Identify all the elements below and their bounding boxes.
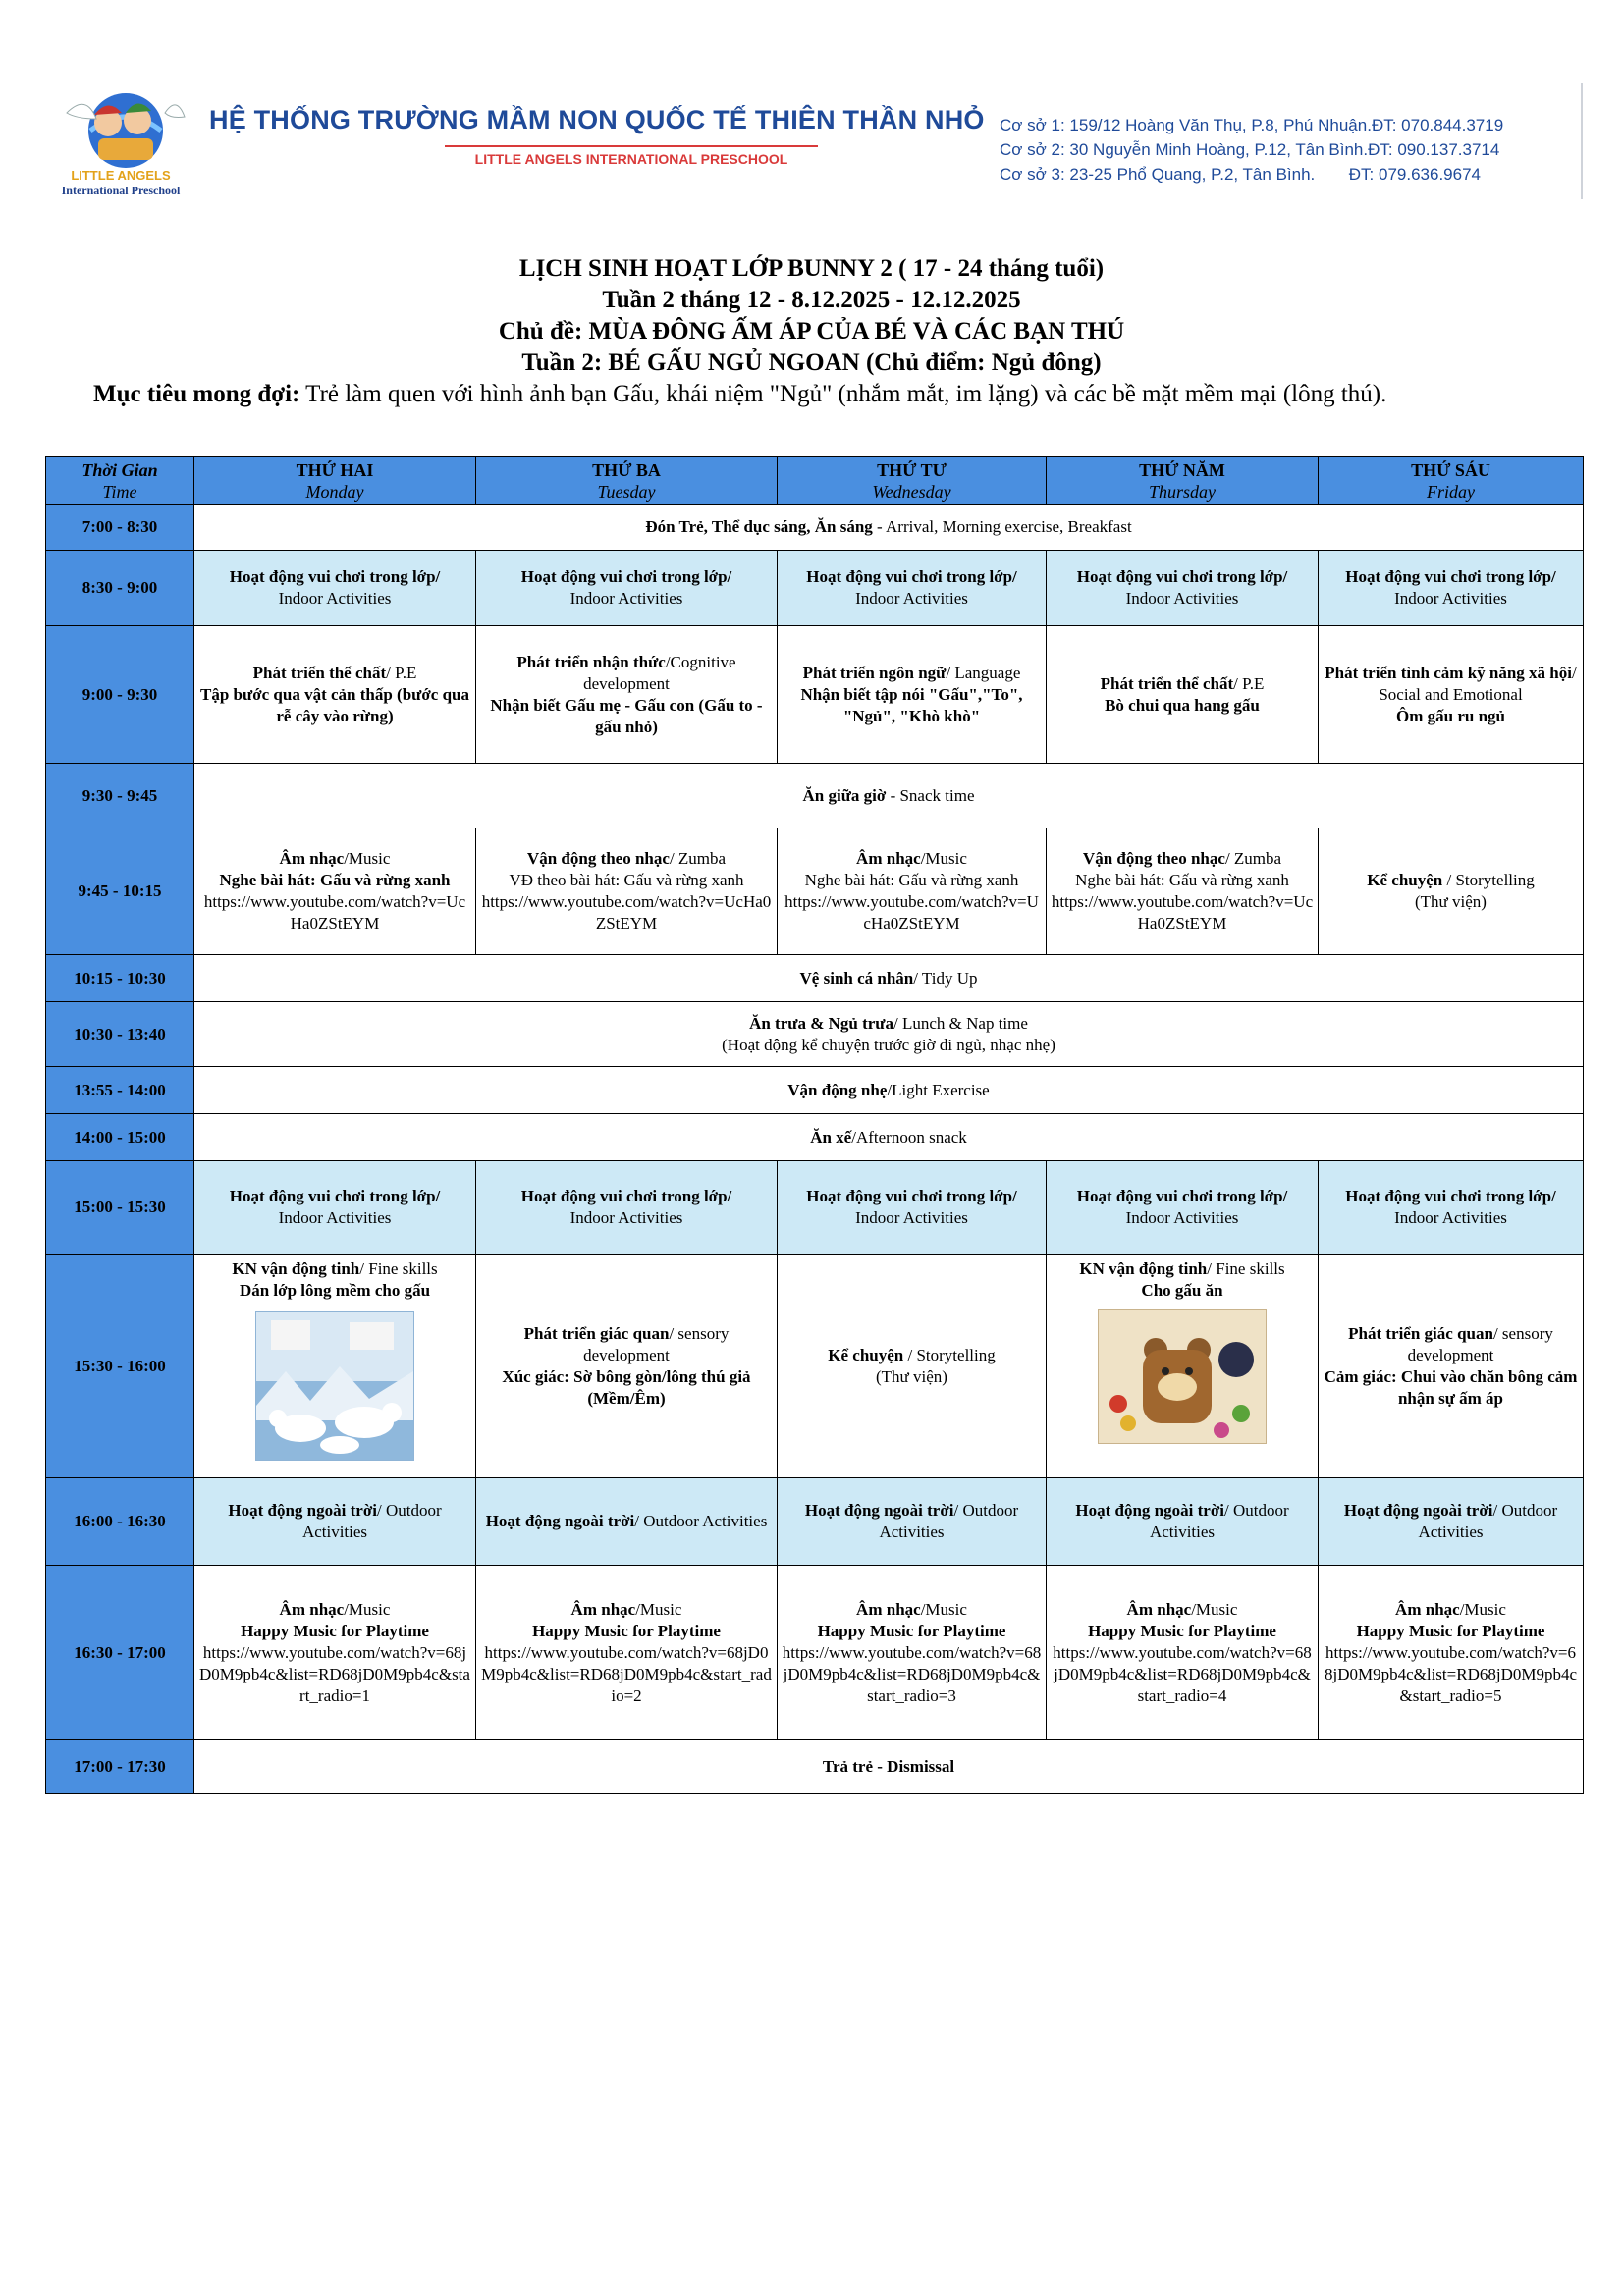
- day-header-wednesday: THỨ TƯ Wednesday: [778, 457, 1047, 505]
- table-header-row: [46, 457, 1584, 505]
- activity-cell: Hoạt động vui chơi trong lớp/ Indoor Activities: [1047, 551, 1319, 626]
- logo-text-line2: International Preschool: [61, 184, 181, 197]
- goal-text: Trẻ làm quen với hình ảnh bạn Gấu, khái niệm "Ngủ" (nhắm mắt, im lặng) và các bề mặt mềm mại (lông thú).: [299, 381, 1387, 407]
- header-divider: [1581, 83, 1583, 199]
- activity-cell: Đón Trẻ, Thể dục sáng, Ăn sáng - Arrival, Morning exercise, Breakfast: [194, 505, 1584, 551]
- time-slot: 15:30 - 16:00: [46, 1255, 194, 1478]
- week-topic: Tuần 2: BÉ GẤU NGỦ NGOAN (Chủ điểm: Ngủ đông): [521, 349, 1102, 376]
- campus-phone: ĐT: 090.137.3714: [1368, 140, 1500, 159]
- activity-cell: Vận động nhẹ/Light Exercise: [194, 1067, 1584, 1114]
- day-header-thursday: THỨ NĂM Thursday: [1047, 457, 1319, 505]
- time-column-header: Thời Gian Time: [46, 457, 194, 505]
- campus-address: Cơ sở 3: 23-25 Phổ Quang, P.2, Tân Bình.: [1000, 165, 1316, 184]
- theme-title: Chủ đề: MÙA ĐÔNG ẤM ÁP CỦA BÉ VÀ CÁC BẠN THÚ: [498, 318, 1125, 345]
- activity-cell: Hoạt động vui chơi trong lớp/ Indoor Activities: [194, 551, 476, 626]
- activity-cell: Hoạt động ngoài trời/ Outdoor Activities: [1047, 1478, 1319, 1566]
- day-header-tuesday: THỨ BA Tuesday: [476, 457, 778, 505]
- org-subtitle: LITTLE ANGELS INTERNATIONAL PRESCHOOL: [445, 145, 818, 167]
- day-header-friday: THỨ SÁU Friday: [1319, 457, 1584, 505]
- time-slot: 13:55 - 14:00: [46, 1067, 194, 1114]
- week-dates: Tuần 2 tháng 12 - 8.12.2025 - 12.12.2025: [602, 287, 1021, 313]
- campus-address: Cơ sở 2: 30 Nguyễn Minh Hoàng, P.12, Tân Bình.: [1000, 140, 1369, 159]
- table-row: [46, 626, 1584, 764]
- time-slot: 10:15 - 10:30: [46, 955, 194, 1002]
- activity-cell: Hoạt động vui chơi trong lớp/ Indoor Activities: [1319, 1161, 1584, 1255]
- youtube-link[interactable]: https://www.youtube.com/watch?v=68jD0M9pb4c&list=RD68jD0M9pb4c&start_radio=4: [1053, 1642, 1312, 1705]
- youtube-link[interactable]: https://www.youtube.com/watch?v=68jD0M9pb4c&list=RD68jD0M9pb4c&start_radio=1: [199, 1642, 470, 1705]
- feed-bear-toy-photo: [1098, 1309, 1267, 1444]
- youtube-link[interactable]: https://www.youtube.com/watch?v=UcHa0ZStEYM: [481, 892, 772, 933]
- youtube-link[interactable]: https://www.youtube.com/watch?v=UcHa0ZStEYM: [1051, 892, 1314, 933]
- time-slot: 16:00 - 16:30: [46, 1478, 194, 1566]
- table-row: [46, 1002, 1584, 1067]
- campus-row: [1000, 113, 1504, 137]
- activity-cell: Âm nhạc/Music Happy Music for Playtime https://www.youtube.com/watch?v=68jD0M9pb4c&list=RD68jD0M9pb4c&start_radio=1: [194, 1566, 476, 1740]
- activity-cell: Âm nhạc/Music Happy Music for Playtime https://www.youtube.com/watch?v=68jD0M9pb4c&list=RD68jD0M9pb4c&start_radio=2: [476, 1566, 778, 1740]
- activity-cell: Âm nhạc/Music Nghe bài hát: Gấu và rừng xanh https://www.youtube.com/watch?v=UcHa0ZStEYM: [778, 828, 1047, 955]
- activity-cell: Kể chuyện / Storytelling (Thư viện): [778, 1255, 1047, 1478]
- activity-cell: Hoạt động vui chơi trong lớp/ Indoor Activities: [778, 551, 1047, 626]
- campus-row: [1000, 137, 1500, 162]
- activity-cell: Kể chuyện / Storytelling (Thư viện): [1319, 828, 1584, 955]
- campus-row: [1000, 162, 1481, 187]
- activity-cell: Hoạt động vui chơi trong lớp/ Indoor Activities: [194, 1161, 476, 1255]
- activity-cell: Ăn giữa giờ - Snack time: [194, 764, 1584, 828]
- time-slot: 14:00 - 15:00: [46, 1114, 194, 1161]
- youtube-link[interactable]: https://www.youtube.com/watch?v=68jD0M9pb4c&list=RD68jD0M9pb4c&start_radio=5: [1324, 1642, 1578, 1705]
- activity-cell: Âm nhạc/Music Nghe bài hát: Gấu và rừng xanh https://www.youtube.com/watch?v=UcHa0ZStEYM: [194, 828, 476, 955]
- activity-cell: Ăn trưa & Ngủ trưa/ Lunch & Nap time (Hoạt động kể chuyện trước giờ đi ngủ, nhạc nhẹ): [194, 1002, 1584, 1067]
- schedule-table: [45, 456, 1584, 1794]
- activity-cell: Hoạt động vui chơi trong lớp/ Indoor Activities: [1047, 1161, 1319, 1255]
- org-block: [209, 105, 995, 167]
- activity-cell: Hoạt động ngoài trời/ Outdoor Activities: [194, 1478, 476, 1566]
- school-logo: [47, 83, 194, 199]
- logo-text-line1: LITTLE ANGELS: [71, 168, 171, 183]
- learning-goal: [93, 381, 1566, 408]
- table-row: [46, 1114, 1584, 1161]
- activity-cell: Âm nhạc/Music Happy Music for Playtime https://www.youtube.com/watch?v=68jD0M9pb4c&list=RD68jD0M9pb4c&start_radio=4: [1047, 1566, 1319, 1740]
- campus-phone: ĐT: 079.636.9674: [1348, 165, 1481, 184]
- activity-cell: Hoạt động vui chơi trong lớp/ Indoor Activities: [778, 1161, 1047, 1255]
- activity-cell: Trả trẻ - Dismissal: [194, 1740, 1584, 1794]
- activity-cell: KN vận động tinh/ Fine skills Cho gấu ăn: [1047, 1255, 1319, 1478]
- activity-cell: Phát triển ngôn ngữ/ Language Nhận biết tập nói "Gấu","To", "Ngủ", "Khò khò": [778, 626, 1047, 764]
- activity-cell: Hoạt động ngoài trời/ Outdoor Activities: [778, 1478, 1047, 1566]
- time-slot: 9:00 - 9:30: [46, 626, 194, 764]
- table-row: [46, 828, 1584, 955]
- activity-cell: Ăn xế/Afternoon snack: [194, 1114, 1584, 1161]
- table-row: [46, 1161, 1584, 1255]
- activity-cell: Hoạt động vui chơi trong lớp/ Indoor Activities: [476, 551, 778, 626]
- table-row: [46, 551, 1584, 626]
- campus-phone: ĐT: 070.844.3719: [1371, 116, 1504, 134]
- activity-cell: Phát triển giác quan/ sensory development Xúc giác: Sờ bông gòn/lông thú giả (Mềm/Êm): [476, 1255, 778, 1478]
- activity-cell: Vận động theo nhạc/ Zumba Nghe bài hát: Gấu và rừng xanh https://www.youtube.com/watch?v=UcHa0ZStEYM: [1047, 828, 1319, 955]
- day-header-monday: THỨ HAI Monday: [194, 457, 476, 505]
- activity-cell: Vận động theo nhạc/ Zumba VĐ theo bài hát: Gấu và rừng xanh https://www.youtube.com/watch?v=UcHa0ZStEYM: [476, 828, 778, 955]
- activity-cell: Âm nhạc/Music Happy Music for Playtime https://www.youtube.com/watch?v=68jD0M9pb4c&list=RD68jD0M9pb4c&start_radio=3: [778, 1566, 1047, 1740]
- youtube-link[interactable]: https://www.youtube.com/watch?v=68jD0M9pb4c&list=RD68jD0M9pb4c&start_radio=2: [481, 1642, 772, 1705]
- activity-cell: Phát triển thể chất/ P.E Tập bước qua vật cản thấp (bước qua rễ cây vào rừng): [194, 626, 476, 764]
- table-row: [46, 1067, 1584, 1114]
- campus-address: Cơ sở 1: 159/12 Hoàng Văn Thụ, P.8, Phú Nhuận.: [1000, 116, 1372, 134]
- time-slot: 15:00 - 15:30: [46, 1161, 194, 1255]
- activity-cell: Âm nhạc/Music Happy Music for Playtime https://www.youtube.com/watch?v=68jD0M9pb4c&list=RD68jD0M9pb4c&start_radio=5: [1319, 1566, 1584, 1740]
- table-row: [46, 505, 1584, 551]
- time-slot: 7:00 - 8:30: [46, 505, 194, 551]
- activity-cell: KN vận động tinh/ Fine skills Dán lớp lông mềm cho gấu: [194, 1255, 476, 1478]
- time-slot: 10:30 - 13:40: [46, 1002, 194, 1067]
- table-row: [46, 955, 1584, 1002]
- polar-bear-craft-photo: [255, 1311, 414, 1461]
- youtube-link[interactable]: https://www.youtube.com/watch?v=UcHa0ZStEYM: [784, 892, 1039, 933]
- title-block: [0, 253, 1623, 379]
- activity-cell: Phát triển tình cảm kỹ năng xã hội/ Social and Emotional Ôm gấu ru ngủ: [1319, 626, 1584, 764]
- letterhead: [47, 83, 1584, 199]
- campus-list: [1000, 113, 1504, 187]
- time-slot: 9:30 - 9:45: [46, 764, 194, 828]
- table-row: [46, 1566, 1584, 1740]
- activity-cell: Phát triển thể chất/ P.E Bò chui qua hang gấu: [1047, 626, 1319, 764]
- table-row: [46, 1740, 1584, 1794]
- org-name: HỆ THỐNG TRƯỜNG MẦM NON QUỐC TẾ THIÊN THẦN NHỎ: [209, 105, 985, 134]
- youtube-link[interactable]: https://www.youtube.com/watch?v=68jD0M9pb4c&list=RD68jD0M9pb4c&start_radio=3: [782, 1642, 1042, 1705]
- time-slot: 17:00 - 17:30: [46, 1740, 194, 1794]
- activity-cell: Vệ sinh cá nhân/ Tidy Up: [194, 955, 1584, 1002]
- activity-cell: Hoạt động vui chơi trong lớp/ Indoor Activities: [1319, 551, 1584, 626]
- table-row: [46, 1478, 1584, 1566]
- activity-cell: Hoạt động ngoài trời/ Outdoor Activities: [1319, 1478, 1584, 1566]
- youtube-link[interactable]: https://www.youtube.com/watch?v=UcHa0ZStEYM: [203, 892, 466, 933]
- schedule-title: LỊCH SINH HOẠT LỚP BUNNY 2 ( 17 - 24 tháng tuổi): [518, 255, 1105, 282]
- time-slot: 9:45 - 10:15: [46, 828, 194, 955]
- activity-cell: Phát triển nhận thức/Cognitive development Nhận biết Gấu mẹ - Gấu con (Gấu to - gấu nhỏ): [476, 626, 778, 764]
- activity-cell: Phát triển giác quan/ sensory development Cảm giác: Chui vào chăn bông cảm nhận sự ấm áp: [1319, 1255, 1584, 1478]
- activity-cell: Hoạt động ngoài trời/ Outdoor Activities: [476, 1478, 778, 1566]
- activity-cell: Hoạt động vui chơi trong lớp/ Indoor Activities: [476, 1161, 778, 1255]
- table-row: [46, 1255, 1584, 1478]
- time-slot: 8:30 - 9:00: [46, 551, 194, 626]
- time-slot: 16:30 - 17:00: [46, 1566, 194, 1740]
- table-row: [46, 764, 1584, 828]
- goal-label: Mục tiêu mong đợi:: [93, 381, 300, 407]
